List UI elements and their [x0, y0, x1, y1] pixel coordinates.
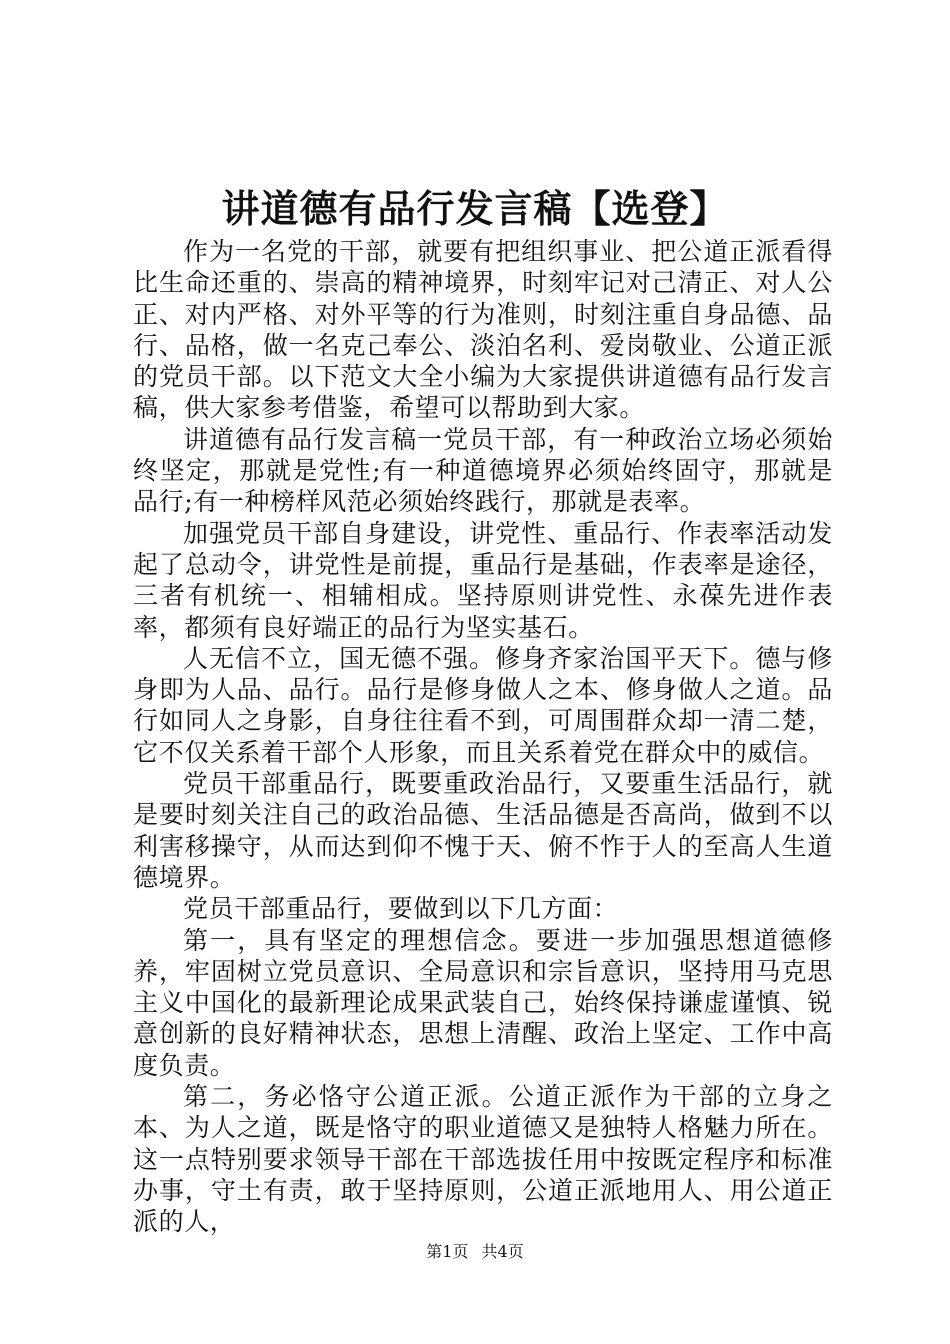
paragraph: 党员干部重品行，既要重政治品行，又要重生活品行，就是要时刻关注自己的政治品德、生活品德是否高尚，做到不以利害移操守，从而达到仰不愧于天、俯不怍于人的至高人生道德境界。	[133, 769, 833, 892]
paragraph: 第一，具有坚定的理想信念。要进一步加强思想道德修养，牢固树立党员意识、全局意识和宗旨意识，坚持用马克思主义中国化的最新理论成果武装自己，始终保持谦虚谨慎、锐意创新的良好精神状态，思想上清醒、政治上坚定、工作中高度负责。	[133, 925, 833, 1080]
page-footer	[0, 1241, 950, 1263]
paragraph: 加强党员干部自身建设，讲党性、重品行、作表率活动发起了总动令，讲党性是前提，重品行是基础，作表率是途径，三者有机统一、相辅相成。坚持原则讲党性、永葆先进作表率，都须有良好端正的品行为坚实基石。	[133, 518, 833, 642]
paragraph: 讲道德有品行发言稿一党员干部，有一种政治立场必须始终坚定，那就是党性;有一种道德境界必须始终固守，那就是品行;有一种榜样风范必须始终践行，那就是表率。	[133, 424, 833, 517]
page-number: 第1页	[426, 1242, 469, 1261]
paragraph: 人无信不立，国无德不强。修身齐家治国平天下。德与修身即为人品、品行。品行是修身做人之本、修身做人之道。品行如同人之身影，自身往往看不到，可周围群众却一清二楚，它不仅关系着干部个人形象，而且关系着党在群众中的威信。	[133, 643, 833, 767]
page-total: 共4页	[481, 1242, 524, 1261]
document-body	[133, 236, 833, 1238]
paragraph: 作为一名党的干部，就要有把组织事业、把公道正派看得比生命还重的、崇高的精神境界，时刻牢记对己清正、对人公正、对内严格、对外平等的行为准则，时刻注重自身品德、品行、品格，做一名克己奉公、淡泊名利、爱岗敬业、公道正派的党员干部。以下范文大全小编为大家提供讲道德有品行发言稿，供大家参考借鉴，希望可以帮助到大家。	[133, 237, 833, 423]
paragraph: 第二，务必恪守公道正派。公道正派作为干部的立身之本、为人之道，既是恪守的职业道德又是独特人格魅力所在。这一点特别要求领导干部在干部选拔任用中按既定程序和标准办事，守土有责，敢于坚持原则，公道正派地用人、用公道正派的人，	[133, 1082, 833, 1237]
document-title: 讲道德有品行发言稿【选登】	[221, 186, 729, 231]
paragraph: 党员干部重品行，要做到以下几方面：	[183, 894, 619, 924]
